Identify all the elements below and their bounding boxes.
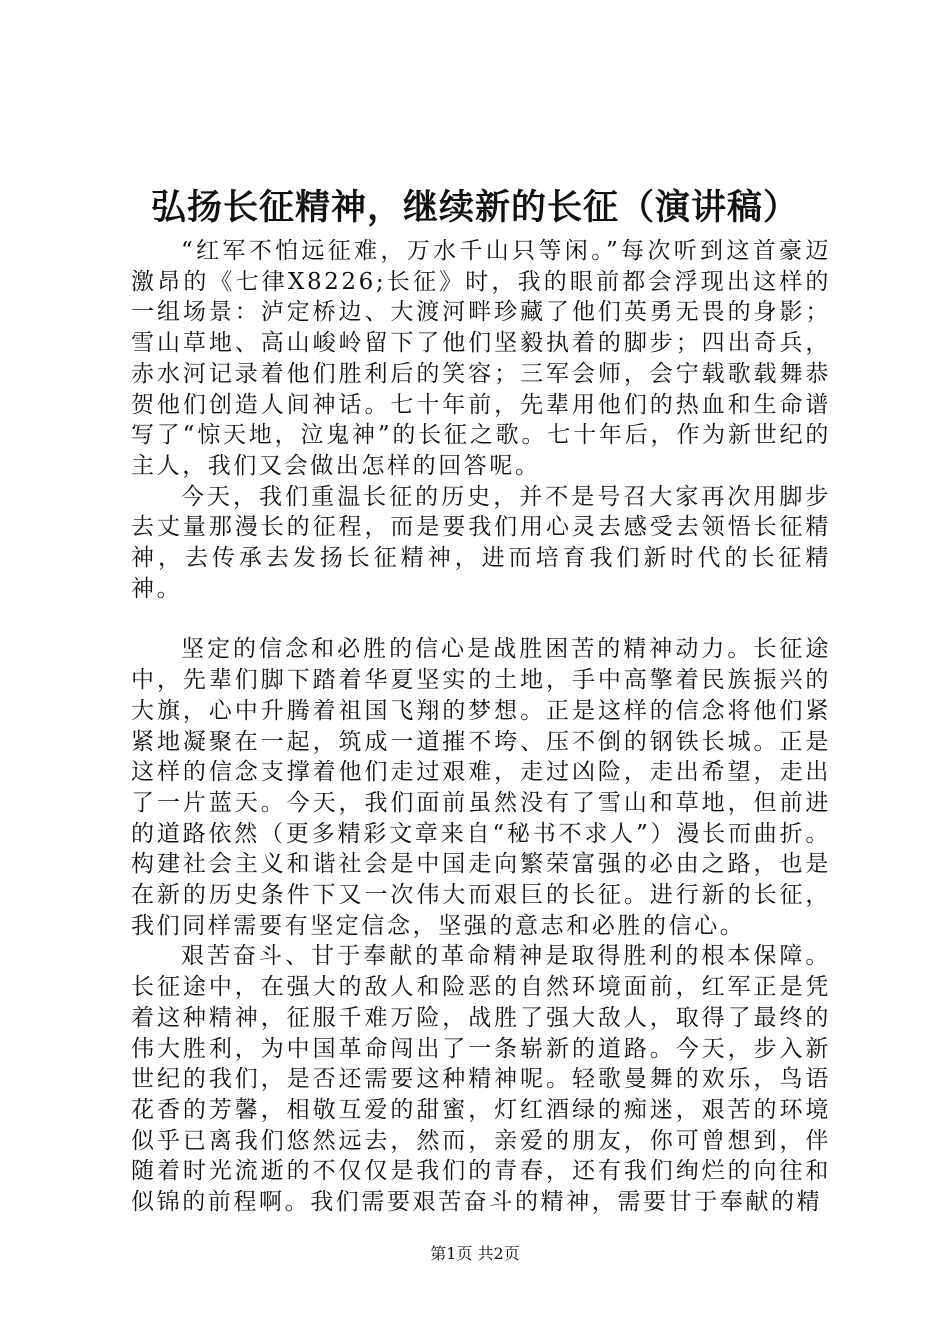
paragraph-3: 坚定的信念和必胜的信心是战胜困苦的精神动力。长征途中，先辈们脚下踏着华夏坚实的土地，手中高擎着民族振兴的大旗，心中升腾着祖国飞翔的梦想。正是这样的信念将他们紧紧地凝聚在一起，筑成一道摧不垮、压不倒的钢铁长城。正是这样的信念支撑着他们走过艰难，走过凶险，走出希望，走出了一片蓝天。今天，我们面前虽然没有了雪山和草地，但前进的道路依然（更多精彩文章来自“秘书不求人”）漫长而曲折。构建社会主义和谐社会是中国走向繁荣富强的必由之路，也是在新的历史条件下又一次伟大而艰巨的长征。进行新的长征，我们同样需要有坚定信念，坚强的意志和必胜的信心。: [131, 636, 831, 939]
page-footer: 第1页 共2页: [430, 1244, 520, 1263]
paragraph-4: 艰苦奋斗、甘于奉献的革命精神是取得胜利的根本保障。长征途中，在强大的敌人和险恶的自然环境面前，红军正是凭着这种精神，征服千难万险，战胜了强大敌人，取得了最终的伟大胜利，为中国革命闯出了一条崭新的道路。今天，步入新世纪的我们，是否还需要这种精神呢。轻歌曼舞的欢乐，鸟语花香的芳馨，相敬互爱的甜蜜，灯红酒绿的痴迷，艰苦的环境似乎已离我们悠然远去，然而，亲爱的朋友，你可曾想到，伴随着时光流逝的不仅仅是我们的青春，还有我们绚烂的向往和似锦的前程啊。我们需要艰苦奋斗的精神，需要甘于奉献的精: [131, 943, 831, 1216]
document-body: [131, 236, 831, 1218]
paragraph-1: “红军不怕远征难，万水千山只等闲。”每次听到这首豪迈激昂的《七律X8226;长征》时，我的眼前都会浮现出这样的一组场景：泸定桥边、大渡河畔珍藏了他们英勇无畏的身影；雪山草地、高山峻岭留下了他们坚毅执着的脚步；四出奇兵，赤水河记录着他们胜利后的笑容；三军会师，会宁载歌载舞恭贺他们创造人间神话。七十年前，先辈用他们的热血和生命谱写了“惊天地，泣鬼神”的长征之歌。七十年后，作为新世纪的主人，我们又会做出怎样的回答呢。: [131, 238, 831, 479]
document-title: 弘扬长征精神，继续新的长征（演讲稿）: [150, 188, 799, 228]
paragraph-2: 今天，我们重温长征的历史，并不是号召大家再次用脚步去丈量那漫长的征程，而是要我们用心灵去感受去领悟长征精神，去传承去发扬长征精神，进而培育我们新时代的长征精神。: [131, 483, 831, 602]
